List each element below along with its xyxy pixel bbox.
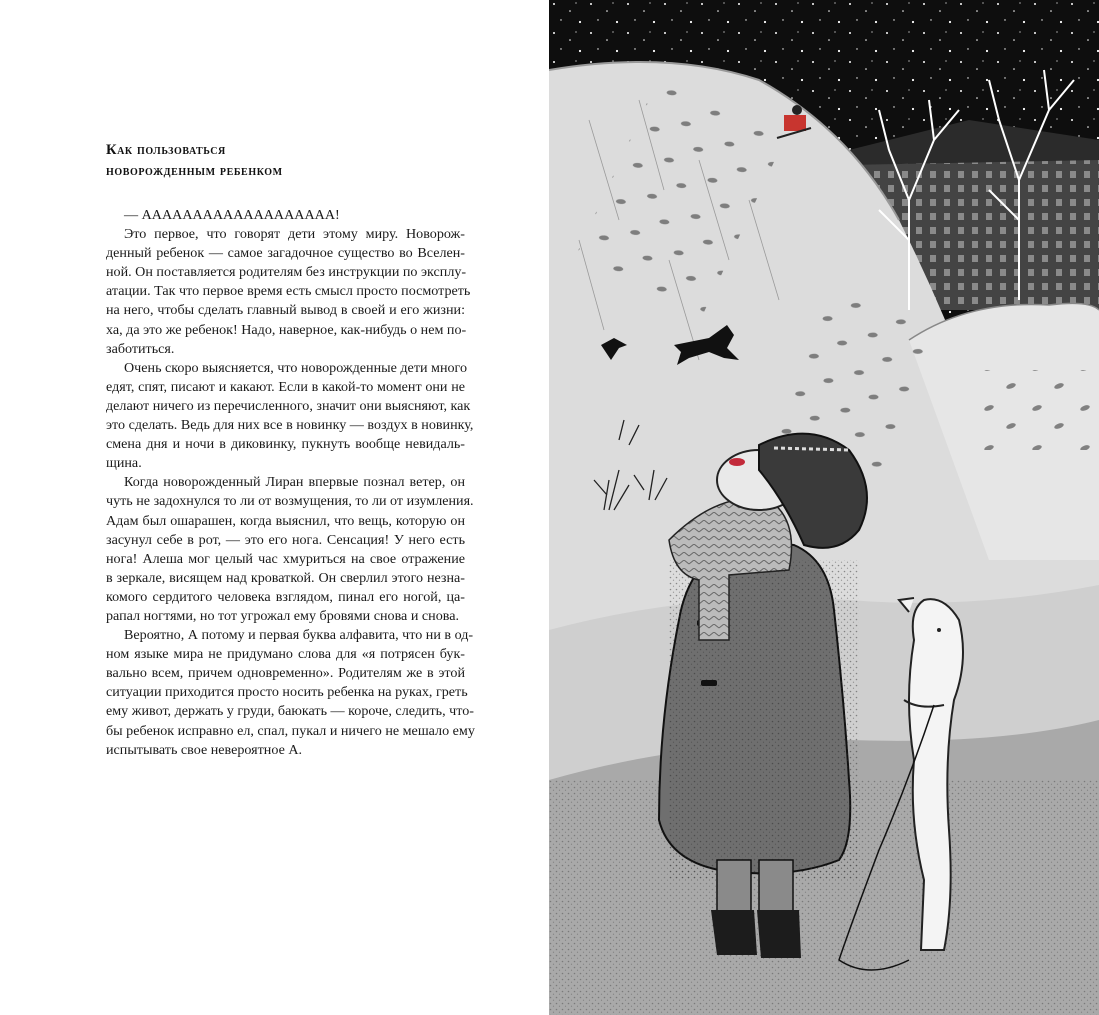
chapter-title-line-2: новорожденным ребенком bbox=[106, 163, 283, 179]
body-line: едят, спят, писают и какают. Если в какой-то момент они не bbox=[106, 378, 465, 395]
body-line: чуть не задохнулся то ли от возмущения, то ли от изумления. bbox=[106, 493, 474, 510]
body-line: нога! Алеша мог целый час хмуриться на свое отражение bbox=[106, 550, 465, 567]
body-line: заботиться. bbox=[106, 340, 175, 357]
body-line: вально всем, причем одновременно». Родителям же в этой bbox=[106, 665, 465, 682]
body-line: ему живот, держать у груди, баюкать — короче, следить, что- bbox=[106, 703, 474, 720]
body-line: испытывать свое невероятное А. bbox=[106, 741, 303, 758]
body-line: Вероятно, А потому и первая буква алфавита, что ни в од- bbox=[124, 627, 474, 644]
body-line: ситуации приходится просто носить ребенка на руках, греть bbox=[106, 684, 468, 701]
body-line: бы ребенок исправно ел, спал, пукал и ничего не мешало ему bbox=[106, 722, 475, 739]
body-line: ха, да это же ребенок! Надо, наверное, как-нибудь о нем по- bbox=[106, 321, 467, 338]
text-page bbox=[0, 0, 549, 1015]
illustration-page bbox=[549, 0, 1099, 1015]
body-line: ной. Он поставляется родителям без инструкции по эксплу- bbox=[106, 264, 467, 281]
body-line: на него, чтобы сделать главный вывод в своей и его жизни: bbox=[106, 302, 465, 319]
chapter-title bbox=[106, 140, 486, 182]
winter-child-and-dog-illustration bbox=[549, 0, 1099, 1015]
body-line: это сделать. Ведь для них все в новинку — воздух в новинку, bbox=[106, 417, 474, 434]
chapter-body bbox=[106, 206, 475, 760]
body-line: рапал ногтями, но тот угрожал ему бровями снова и снова. bbox=[106, 607, 459, 624]
body-line: комого сердитого человека взглядом, пинал его ногой, ца- bbox=[106, 588, 465, 605]
body-line: засунул себе в рот, — это его нога. Сенсация! У него есть bbox=[106, 531, 465, 548]
body-line: атации. Так что первое время есть смысл просто посмотреть bbox=[106, 283, 471, 300]
body-line: Это первое, что говорят дети этому миру. Новорож- bbox=[124, 226, 465, 243]
body-line: в зеркале, висящем над кроваткой. Он сверлил этого незна- bbox=[106, 569, 465, 586]
body-line: Адам был ошарашен, когда выяснил, что вещь, которую он bbox=[106, 512, 465, 529]
body-line: ном языке мира не придумано слова для «я потрясен бук- bbox=[106, 646, 465, 663]
body-line: — ААААААААААААААААААА! bbox=[124, 207, 340, 223]
body-line: Когда новорожденный Лиран впервые познал ветер, он bbox=[124, 474, 465, 491]
body-line: Очень скоро выясняется, что новорожденные дети много bbox=[124, 359, 468, 376]
body-line: денный ребенок — самое загадочное существо во Вселен- bbox=[106, 245, 465, 262]
chapter-title-line-1: Как пользоваться bbox=[106, 142, 226, 158]
body-line: щина. bbox=[106, 455, 142, 472]
body-line: смена дня и ночи в диковинку, пукнуть вообще невидаль- bbox=[106, 436, 465, 453]
body-line: делают ничего из перечисленного, значит они выясняют, как bbox=[106, 397, 471, 414]
